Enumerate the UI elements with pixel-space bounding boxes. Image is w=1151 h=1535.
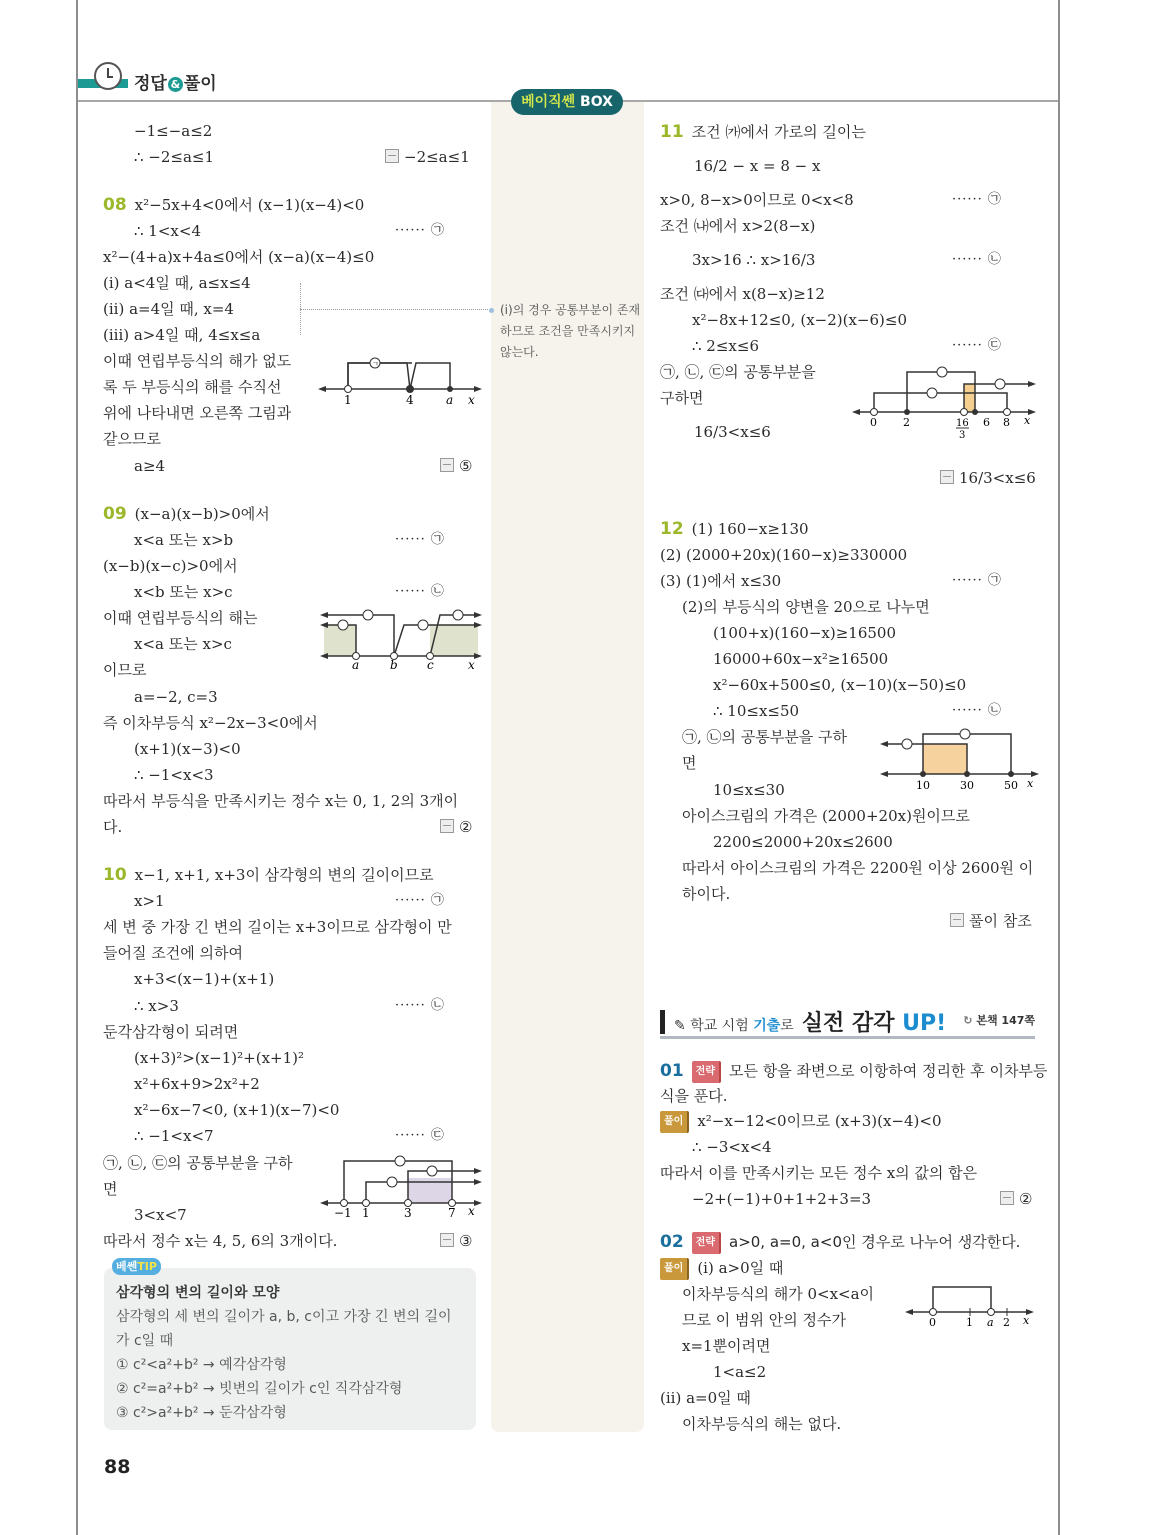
alarm-clock-icon (94, 62, 122, 90)
svg-text:x: x (468, 1204, 475, 1218)
svg-text:x: x (1023, 1314, 1030, 1327)
svg-text:a: a (987, 1316, 994, 1329)
problem-12-line: (2)의 부등식의 양변을 20으로 나누면 (682, 598, 930, 616)
problem-12-line: (100+x)(160−x)≥16500 (713, 624, 897, 642)
problem-11-line: 11 조건 ㈎에서 가로의 길이는 (660, 122, 866, 142)
svg-text:2: 2 (903, 416, 910, 429)
problem-12-line: 아이스크림의 가격은 (2000+20x)원이므로 (682, 807, 970, 825)
problem-11-line: ∴ 2≤x≤6 (692, 337, 759, 355)
problem-11-line: 16/2 − x = 8 − x (694, 157, 821, 175)
svg-text:10: 10 (916, 779, 930, 792)
tip-line: ② c²=a²+b² → 빗변의 길이가 c인 직각삼각형 (116, 1381, 403, 1397)
question-02-line: 므로 이 범위 안의 정수가 (682, 1311, 846, 1329)
question-02-line: x=1뿐이려면 (682, 1337, 771, 1355)
ampersand-badge: & (168, 77, 183, 92)
tip-line: ① c²<a²+b² → 예각삼각형 (116, 1357, 287, 1373)
problem-11-line: 16/3<x≤6 (694, 423, 771, 441)
problem-08-line: (i) a<4일 때, a≤x≤4 (103, 274, 251, 292)
textbook-reference-link[interactable]: ↻ 본책 147쪽 (963, 1014, 1035, 1027)
svg-text:8: 8 (1003, 416, 1010, 429)
problem-number: 12 (660, 519, 684, 539)
svg-text:1: 1 (966, 1316, 973, 1329)
problem-10-line: 10 x−1, x+1, x+3이 삼각형의 변의 길이이므로 (103, 865, 434, 885)
problem-number: 10 (103, 865, 127, 885)
problem-12-line: ∴ 10≤x≤50 (713, 702, 800, 720)
problem-12-line: (3) (1)에서 x≤30 (660, 572, 782, 590)
problem-11-answer: 16/3<x≤6 (940, 468, 1036, 488)
svg-text:0: 0 (870, 416, 877, 429)
problem-10-line: 둔각삼각형이 되려면 (103, 1023, 239, 1041)
problem-09-line: x<a 또는 x>b (134, 531, 234, 549)
svg-text:2: 2 (1003, 1316, 1010, 1329)
svg-text:x: x (1027, 777, 1034, 790)
problem-10-line: x²−6x−7<0, (x+1)(x−7)<0 (134, 1101, 340, 1119)
number-line-diagram-11 (852, 360, 1037, 445)
problem-08-line: (ii) a=4일 때, x=4 (103, 300, 234, 318)
question-01-line: ∴ −3<x<4 (692, 1138, 772, 1156)
question-01-answer: ② (1000, 1189, 1032, 1209)
problem-11-line: 구하면 (660, 389, 704, 407)
number-line-diagram-12 (880, 725, 1040, 795)
page-border-right (1058, 0, 1060, 1535)
svg-text:x: x (468, 393, 475, 407)
problem-08-line: a≥4 (134, 457, 166, 475)
answer-icon (1000, 1191, 1014, 1205)
svg-text:50: 50 (1004, 779, 1018, 792)
problem-12-line: 16000+60x−x²≥16500 (713, 650, 889, 668)
svg-text:x: x (1024, 414, 1031, 427)
question-02-line: 이차부등식의 해는 없다. (682, 1415, 842, 1433)
label-mark: ······ ㉢ (395, 1128, 445, 1143)
problem-08-line: (iii) a>4일 때, 4≤x≤a (103, 326, 261, 344)
section-bar (660, 1010, 665, 1034)
question-01-strategy: 01 전략 모든 항을 좌변으로 이항하여 정리한 후 이차부등 (660, 1061, 1048, 1081)
strategy-tag: 전략 (692, 1061, 721, 1083)
problem-10-line: x²+6x+9>2x²+2 (134, 1075, 260, 1093)
problem-10-line: ∴ −1<x<7 (134, 1127, 214, 1145)
problem-11-line: 조건 ㈏에서 x>2(8−x) (660, 217, 816, 235)
problem-12-line: 12 (1) 160−x≥130 (660, 519, 809, 539)
label-mark: ······ ㉡ (395, 998, 445, 1013)
problem-12-line: (2) (2000+20x)(160−x)≥330000 (660, 546, 908, 564)
svg-text:4: 4 (406, 393, 414, 407)
svg-text:ㄱ: ㄱ (372, 360, 379, 368)
question-01-line: 따라서 이를 만족시키는 모든 정수 x의 값의 합은 (660, 1164, 978, 1182)
problem-number: 11 (660, 122, 684, 142)
problem-08-line: 08 x²−5x+4<0에서 (x−1)(x−4)<0 (103, 195, 365, 215)
answer-icon (385, 149, 399, 163)
svg-text:a: a (446, 393, 454, 407)
problem-09-line: x<b 또는 x>c (134, 583, 233, 601)
problem-10-line: ㉠, ㉡, ㉢의 공통부분을 구하 (103, 1154, 293, 1172)
svg-text:b: b (390, 658, 398, 670)
problem-09-line: 다. (103, 818, 123, 836)
problem-08-line: 록 두 부등식의 해를 수직선 (103, 378, 282, 396)
problem-12-line: 면 (682, 754, 697, 772)
answer-icon (950, 913, 964, 927)
question-01-line: −2+(−1)+0+1+2+3=3 (692, 1190, 872, 1208)
section-title: ✎ 학교 시험 기출로 실전 감각 UP! (674, 1011, 947, 1036)
problem-12-answer: 풀이 참조 (950, 911, 1032, 931)
label-mark: ······ ㉢ (952, 338, 1002, 353)
tip-line: ③ c²>a²+b² → 둔각삼각형 (116, 1405, 287, 1421)
label-mark: ······ ㉡ (952, 252, 1002, 267)
problem-10-line: x+3<(x−1)+(x+1) (134, 970, 275, 988)
problem-number: 09 (103, 504, 127, 524)
problem-09-line: ∴ −1<x<3 (134, 766, 214, 784)
problem-12-line: 2200≤2000+20x≤2600 (713, 833, 893, 851)
svg-text:x: x (468, 658, 475, 670)
tip-title: 삼각형의 변의 길이와 모양 (116, 1285, 280, 1301)
basic-box-label: 베이직쎈 BOX (511, 89, 623, 115)
answer-icon (440, 819, 454, 833)
problem-10-line: 면 (103, 1180, 118, 1198)
strategy-tag: 전략 (692, 1232, 721, 1254)
svg-text:30: 30 (960, 779, 974, 792)
problem-08-line: 같으므로 (103, 430, 161, 448)
problem-10-line: (x+3)²>(x−1)²+(x+1)² (134, 1049, 305, 1067)
problem-10-line: 3<x<7 (134, 1206, 187, 1224)
problem-09-line: (x+1)(x−3)<0 (134, 740, 241, 758)
question-01-strategy-cont: 식을 푼다. (660, 1087, 728, 1105)
question-02-line: 1<a≤2 (713, 1363, 767, 1381)
prev-answer: −2≤a≤1 (385, 147, 470, 167)
pencil-icon: ✎ (674, 1018, 686, 1034)
page-border-left (76, 0, 78, 1535)
page-number: 88 (104, 1456, 131, 1478)
problem-08-line: 이때 연립부등식의 해가 없도 (103, 352, 292, 370)
problem-10-line: 따라서 정수 x는 4, 5, 6의 3개이다. (103, 1232, 338, 1250)
svg-text:a: a (352, 658, 360, 670)
problem-11-line: ㉠, ㉡, ㉢의 공통부분을 (660, 363, 816, 381)
label-mark: ······ ㉡ (395, 584, 445, 599)
problem-09-line: 즉 이차부등식 x²−2x−3<0에서 (103, 714, 318, 732)
problem-10-line: ∴ x>3 (134, 997, 179, 1015)
label-mark: ······ ㉡ (952, 703, 1002, 718)
tip-badge: 베쎈TIP (112, 1258, 161, 1275)
svg-text:0: 0 (929, 1316, 936, 1329)
question-02-line: (ii) a=0일 때 (660, 1389, 751, 1407)
problem-09-answer: ② (440, 817, 472, 837)
solution-tag: 풀이 (660, 1111, 689, 1133)
problem-11-line: x>0, 8−x>0이므로 0<x<8 (660, 191, 854, 209)
problem-08-answer: ⑤ (440, 456, 472, 476)
label-mark: ······ ㉠ (952, 192, 1002, 207)
label-mark: ······ ㉠ (395, 893, 445, 908)
label-mark: ······ ㉠ (395, 223, 445, 238)
problem-08-line: ∴ 1<x<4 (134, 222, 201, 240)
problem-12-line: 따라서 아이스크림의 가격은 2200원 이상 2600원 이 (682, 859, 1034, 877)
answer-icon (440, 458, 454, 472)
problem-08-line: 위에 나타내면 오른쪽 그림과 (103, 404, 292, 422)
problem-12-line: 하이다. (682, 885, 731, 903)
problem-09-line: 이므로 (103, 661, 147, 679)
svg-text:1: 1 (344, 393, 352, 407)
svg-text:16: 16 (956, 418, 969, 429)
section-header (660, 1000, 1035, 1039)
problem-11-line: x²−8x+12≤0, (x−2)(x−6)≤0 (692, 311, 908, 329)
number-line-diagram-q02 (905, 1280, 1035, 1330)
label-mark: ······ ㉠ (395, 532, 445, 547)
problem-09-line: (x−b)(x−c)>0에서 (103, 557, 238, 575)
label-mark: ······ ㉠ (952, 573, 1002, 588)
problem-11-line: 조건 ㈐에서 x(8−x)≥12 (660, 285, 825, 303)
question-01-line: 풀이 x²−x−12<0이므로 (x+3)(x−4)<0 (660, 1111, 942, 1133)
svg-text:7: 7 (448, 1206, 456, 1220)
problem-10-answer: ③ (440, 1231, 472, 1251)
svg-text:1: 1 (362, 1206, 370, 1220)
answer-icon (940, 470, 954, 484)
question-number: 01 (660, 1061, 684, 1081)
question-number: 02 (660, 1232, 684, 1252)
leader-line (300, 309, 488, 310)
page-title: 정답 & 풀이 (134, 74, 217, 94)
problem-number: 08 (103, 195, 127, 215)
refresh-arrow-icon: ↻ (963, 1014, 973, 1027)
question-02-strategy: 02 전략 a>0, a=0, a<0인 경우로 나누어 생각한다. (660, 1232, 1021, 1252)
prev-line-2: ∴ −2≤a≤1 (134, 148, 215, 166)
problem-09-line: 따라서 부등식을 만족시키는 정수 x는 0, 1, 2의 3개이 (103, 792, 459, 810)
problem-09-line: a=−2, c=3 (134, 688, 218, 706)
box-note: (i)의 경우 공통부분이 존재하므로 조건을 만족시키지 않는다. (500, 300, 642, 363)
problem-09-line: 이때 연립부등식의 해는 (103, 609, 258, 627)
problem-12-line: 10≤x≤30 (713, 781, 785, 799)
problem-12-line: ㉠, ㉡의 공통부분을 구하 (682, 728, 847, 746)
tip-line: 삼각형의 세 변의 길이가 a, b, c이고 가장 긴 변의 길이 (116, 1309, 452, 1325)
solution-tag: 풀이 (660, 1258, 689, 1280)
number-line-diagram-10 (320, 1153, 482, 1221)
answer-icon (440, 1233, 454, 1247)
problem-09-line: x<a 또는 x>c (134, 635, 232, 653)
question-02-line: 풀이 (i) a>0일 때 (660, 1258, 783, 1280)
problem-10-line: 세 변 중 가장 긴 변의 길이는 x+3이므로 삼각형이 만 (103, 918, 452, 936)
number-line-diagram-08 (318, 350, 483, 410)
problem-11-line: 3x>16 ∴ x>16/3 (692, 251, 816, 269)
prev-line-1: −1≤−a≤2 (134, 122, 213, 140)
svg-text:−1: −1 (334, 1206, 352, 1220)
problem-10-line: 들어질 조건에 의하여 (103, 944, 243, 962)
problem-09-line: 09 (x−a)(x−b)>0에서 (103, 504, 270, 524)
problem-12-line: x²−60x+500≤0, (x−10)(x−50)≤0 (713, 676, 967, 694)
svg-text:c: c (427, 658, 434, 670)
question-02-line: 이차부등식의 해가 0<x<a이 (682, 1285, 875, 1303)
svg-text:6: 6 (983, 416, 990, 429)
number-line-diagram-09 (320, 605, 482, 670)
svg-text:3: 3 (959, 430, 966, 441)
problem-10-line: x>1 (134, 892, 165, 910)
tip-line: 가 c일 때 (116, 1333, 174, 1349)
problem-08-line: x²−(4+a)x+4a≤0에서 (x−a)(x−4)≤0 (103, 248, 375, 266)
svg-text:3: 3 (404, 1206, 412, 1220)
